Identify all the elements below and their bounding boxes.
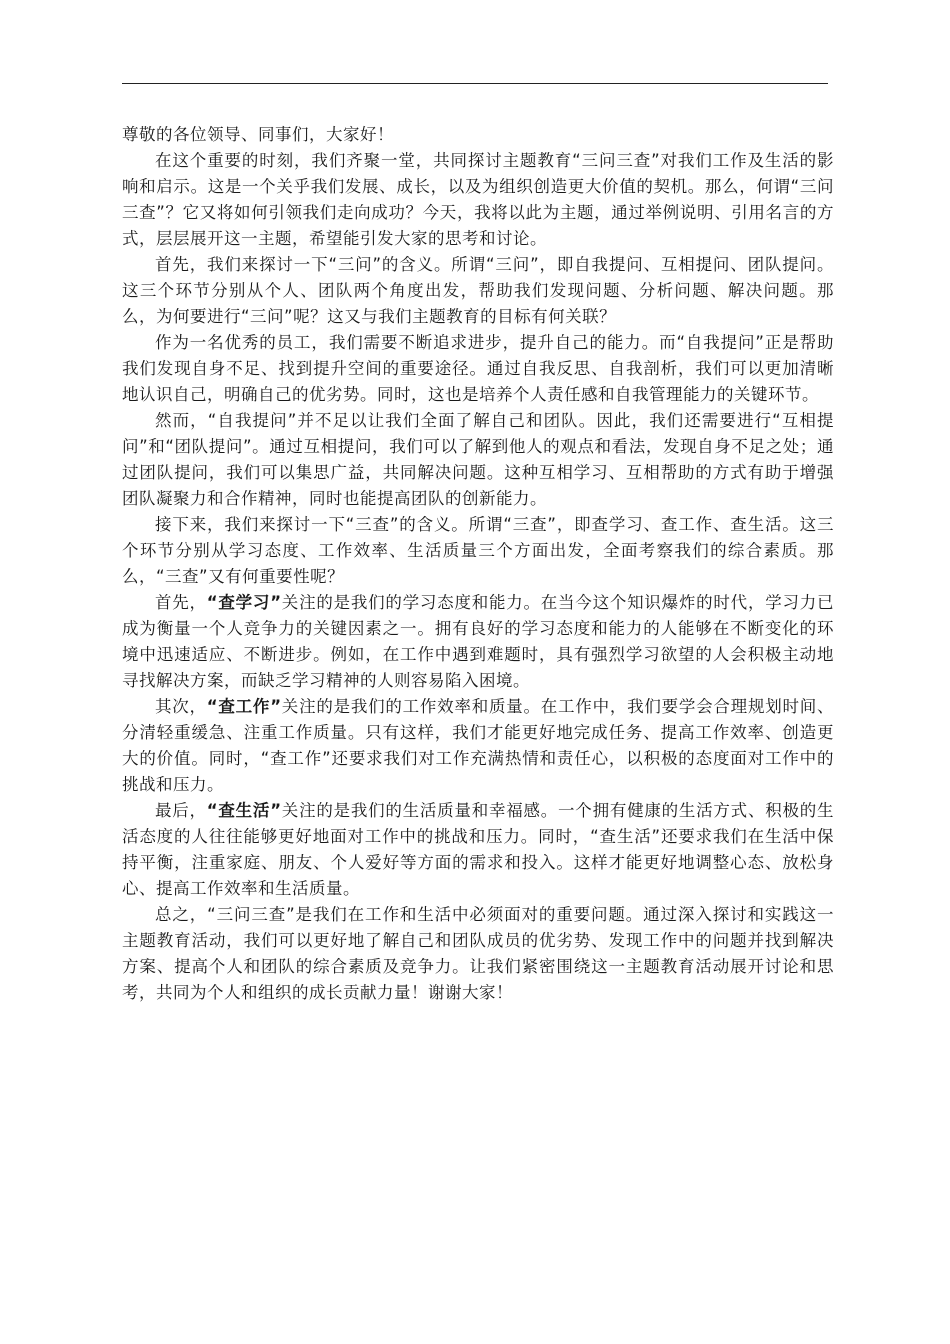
document-body [122, 122, 834, 1006]
paragraph-mutual-questioning: 然而，“自我提问”并不足以让我们全面了解自己和团队。因此，我们还需要进行“互相提问”和“团队提问”。通过互相提问，我们可以了解到他人的观点和看法，发现自身不足之处；通过团队提问，我们可以集思广益，共同解决问题。这种互相学习、互相帮助的方式有助于增强团队凝聚力和合作精神，同时也能提高团队的创新能力。 [122, 411, 834, 508]
paragraph-intro: 在这个重要的时刻，我们齐聚一堂，共同探讨主题教育“三问三查”对我们工作及生活的影响和启示。这是一个关乎我们发展、成长，以及为组织创造更大价值的契机。那么，何谓“三问三查”？它又将如何引领我们走向成功？今天，我将以此为主题，通过举例说明、引用名言的方式，层层展开这一主题，希望能引发大家的思考和讨论。 [122, 151, 834, 248]
paragraph-conclusion: 总之，“三问三查”是我们在工作和生活中必须面对的重要问题。通过深入探讨和实践这一主题教育活动，我们可以更好地了解自己和团队成员的优劣势、发现工作中的问题并找到解决方案、提高个人和团队的综合素质及竞争力。让我们紧密围绕这一主题教育活动展开讨论和思考，共同为个人和组织的成长贡献力量！谢谢大家！ [122, 905, 834, 1002]
paragraph-body: 关注的是我们的生活质量和幸福感。一个拥有健康的生活方式、积极的生活态度的人往往能够更好地面对工作中的挑战和压力。同时，“查生活”还要求我们在生活中保持平衡，注重家庭、朋友、个人爱好等方面的需求和投入。这样才能更好地调整心态、放松身心、提高工作效率和生活质量。 [122, 801, 834, 898]
greeting: 尊敬的各位领导、同事们，大家好！ [122, 125, 394, 144]
paragraph-self-questioning: 作为一名优秀的员工，我们需要不断追求进步，提升自己的能力。而“自我提问”正是帮助我们发现自身不足、找到提升空间的重要途径。通过自我反思、自我剖析，我们可以更加清晰地认识自己，明确自己的优劣势。同时，这也是培养个人责任感和自我管理能力的关键环节。 [122, 333, 834, 404]
paragraph-lead: 最后， [155, 801, 207, 820]
paragraph-body: 关注的是我们的学习态度和能力。在当今这个知识爆炸的时代，学习力已成为衡量一个人竞争力的关键因素之一。拥有良好的学习态度和能力的人能够在不断变化的环境中迅速适应、不断进步。例如，在工作中遇到难题时，具有强烈学习欲望的人会积极主动地寻找解决方案，而缺乏学习精神的人则容易陷入困境。 [122, 593, 834, 690]
paragraph-check-work [122, 694, 834, 798]
bold-term-check-life: “查生活” [206, 801, 282, 820]
header-rule [122, 83, 828, 84]
paragraph-lead: 首先， [155, 593, 207, 612]
paragraph-check-study [122, 590, 834, 694]
paragraph-lead: 其次， [155, 697, 207, 716]
paragraph-body: 关注的是我们的工作效率和质量。在工作中，我们要学会合理规划时间、分清轻重缓急、注重工作质量。只有这样，我们才能更好地完成任务、提高工作效率、创造更大的价值。同时，“查工作”还要求我们对工作充满热情和责任心，以积极的态度面对工作中的挑战和压力。 [122, 697, 834, 794]
bold-term-check-study: “查学习” [206, 593, 282, 612]
paragraph-three-questions: 首先，我们来探讨一下“三问”的含义。所谓“三问”，即自我提问、互相提问、团队提问。这三个环节分别从个人、团队两个角度出发，帮助我们发现问题、分析问题、解决问题。那么，为何要进行“三问”呢？这又与我们主题教育的目标有何关联？ [122, 255, 834, 326]
bold-term-check-work: “查工作” [206, 697, 282, 716]
paragraph-check-life [122, 798, 834, 902]
paragraph-three-checks: 接下来，我们来探讨一下“三查”的含义。所谓“三查”，即查学习、查工作、查生活。这三个环节分别从学习态度、工作效率、生活质量三个方面出发，全面考察我们的综合素质。那么，“三查”又有何重要性呢？ [122, 515, 834, 586]
